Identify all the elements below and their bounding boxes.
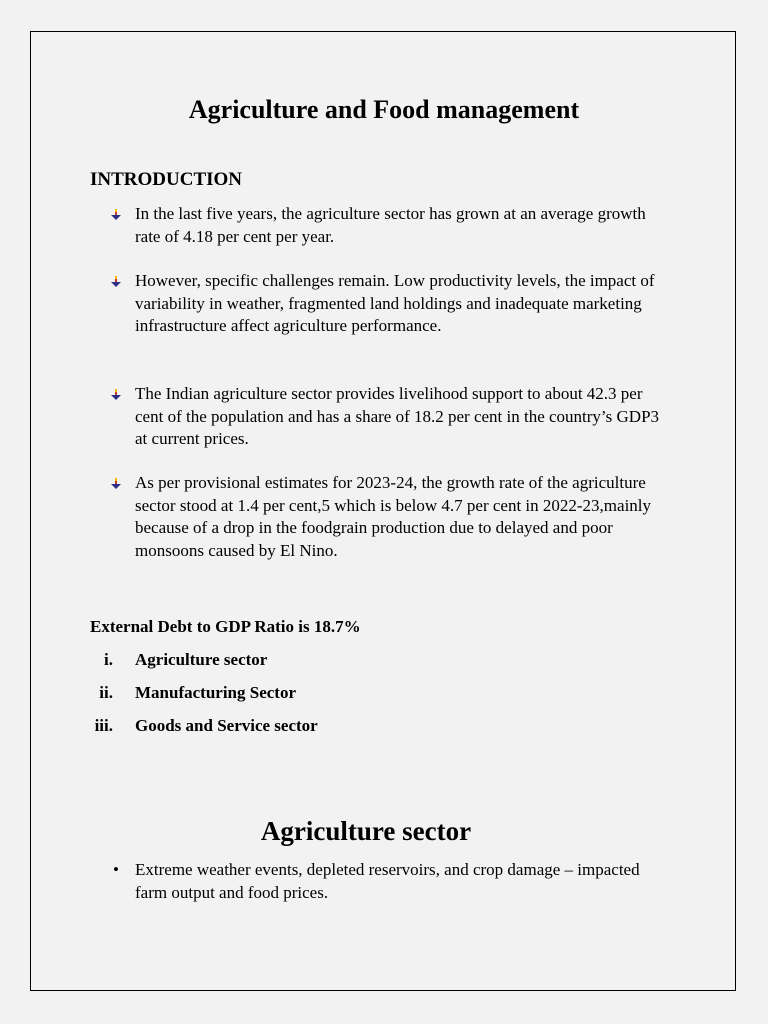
list-item-label: Manufacturing Sector: [135, 683, 297, 702]
list-numeral: i.: [104, 650, 113, 669]
list-item-text: The Indian agriculture sector provides livelihood support to about 42.3 per cent of the population and has a share of 18.2 per cent in the country’s GDP3 at current prices.: [135, 384, 660, 449]
list-item: [110, 270, 670, 338]
introduction-heading: INTRODUCTION: [90, 169, 243, 190]
document-title: Agriculture and Food management: [188, 95, 580, 124]
list-item-label: Agriculture sector: [135, 650, 268, 669]
list-item: [60, 715, 318, 737]
list-item: [110, 859, 670, 904]
down-arrow-icon: [110, 209, 122, 221]
list-item-label: Goods and Service sector: [135, 716, 318, 735]
list-item: [60, 649, 267, 671]
bullet-dot-icon: •: [113, 860, 119, 879]
list-item: [110, 383, 670, 451]
list-item: [60, 682, 296, 704]
list-item: [110, 472, 670, 562]
list-item-text: However, specific challenges remain. Low productivity levels, the impact of variability in weather, fragmented land holdings and inadequate marketing infrastructure affect agriculture performance.: [135, 271, 655, 336]
list-item-text: Extreme weather events, depleted reservoirs, and crop damage – impacted farm output and food prices.: [135, 860, 640, 902]
list-item-text: As per provisional estimates for 2023-24, the growth rate of the agriculture sector stood at 1.4 per cent,5 which is below 4.7 per cent in 2022-23,mainly because of a drop in the foodgrain production due to delayed and poor monsoons caused by El Nino.: [135, 473, 652, 560]
list-numeral: ii.: [99, 683, 113, 702]
down-arrow-icon: [110, 478, 122, 490]
down-arrow-icon: [110, 276, 122, 288]
external-debt-heading: External Debt to GDP Ratio is 18.7%: [90, 617, 361, 636]
list-item: [110, 203, 670, 248]
agriculture-sector-title: Agriculture sector: [260, 816, 472, 846]
down-arrow-icon: [110, 389, 122, 401]
list-numeral: iii.: [94, 716, 113, 735]
list-item-text: In the last five years, the agriculture sector has grown at an average growth rate of 4.18 per cent per year.: [135, 204, 646, 246]
